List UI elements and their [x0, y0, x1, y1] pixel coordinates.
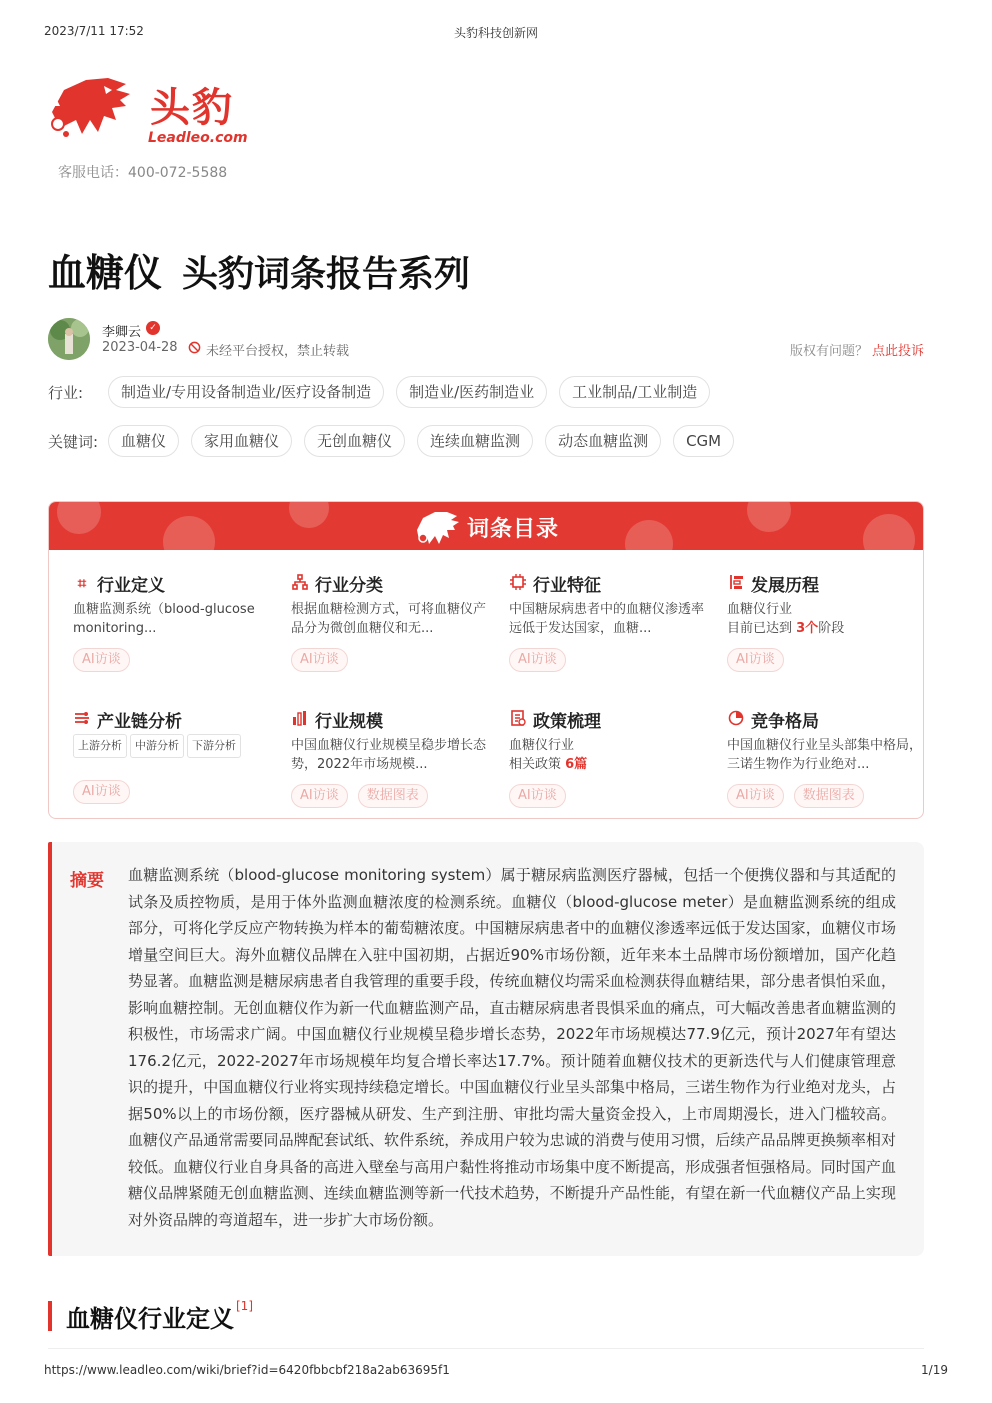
no-reprint-icon [188, 341, 201, 354]
keyword-tag[interactable]: 动态血糖监测 [545, 425, 661, 457]
author-avatar[interactable] [48, 318, 90, 360]
bar-chart-icon [291, 710, 309, 728]
keyword-tag[interactable]: 连续血糖监测 [417, 425, 533, 457]
reprint-notice: 未经平台授权，禁止转载 [206, 344, 350, 359]
toc-item-title: 发展历程 [751, 575, 819, 596]
toc-item-policy[interactable] [509, 708, 709, 812]
toc-item-competition[interactable] [727, 708, 924, 812]
leadleo-logo[interactable] [46, 72, 246, 154]
avatar-photo-icon [48, 318, 90, 360]
upstream-tag[interactable]: 上游分析 [73, 734, 127, 758]
toc-item-industry-chain[interactable] [73, 708, 273, 808]
toc-leopard-icon [413, 508, 461, 546]
toc-banner [49, 502, 923, 550]
toc-item-classification[interactable] [291, 572, 491, 672]
chain-flow-icon [73, 710, 91, 728]
print-header [44, 24, 948, 40]
toc-item-desc: 中国血糖仪行业呈头部集中格局，三诺生物作为行业绝对... [727, 738, 923, 772]
verified-badge-icon: ✓ [146, 321, 160, 335]
chip-icon [509, 574, 527, 592]
toc-item-market-size[interactable] [291, 708, 491, 812]
industry-label: 行业: [48, 383, 84, 402]
ai-interview-button[interactable]: AI访谈 [727, 648, 784, 672]
publish-date: 2023-04-28 [102, 340, 178, 355]
brand-name-en: Leadleo.com [148, 130, 248, 146]
toc-item-title: 竞争格局 [751, 711, 819, 732]
industry-tags [48, 375, 952, 409]
service-hotline: 客服电话：400-072-5588 [58, 165, 228, 181]
ai-interview-button[interactable]: AI访谈 [291, 784, 348, 808]
history-desc-prefix: 目前已达到 [727, 621, 797, 636]
page-url: https://www.leadleo.com/wiki/brief?id=6420fbbcbf218a2ab63695f1 [44, 1363, 450, 1377]
ai-interview-button[interactable]: AI访谈 [291, 648, 348, 672]
print-footer [44, 1363, 948, 1379]
policy-desc-line: 血糖仪行业 [509, 738, 575, 753]
downstream-tag[interactable]: 下游分析 [187, 734, 241, 758]
summary-text: 血糖监测系统（blood-glucose monitoring system）属于糖尿病监测医疗器械，包括一个便携仪器和与其适配的试条及质控物质，是用于体外监测血糖浓度的检测系统。血糖仪（blood-glucose meter）是血糖监测系统的组成部分，可将化学反应产物转换为样本的葡萄糖浓度。中国糖尿病患者中的血糖仪渗透率远低于发达国家，血糖仪市场增量空间巨大。海外血糖仪品牌在入驻中国初期，占据近90%市场份额，近年来本土品牌市场份额增加，国产化趋势显著。血糖监测是糖尿病患者自我管理的重要手段，传统血糖仪均需采血检测获得血糖结果，部分患者惧怕采血，影响血糖控制。无创血糖仪作为新一代血糖监测产品，直击糖尿病患者畏惧采血的痛点，可大幅改善患者血糖监测的积极性，市场需求广阔。中国血糖仪行业规模呈稳步增长态势，2022年市场规模达77.9亿元，预计2027年有望达176.2亿元，2022-2027年市场规模年均复合增长率达17.7%。预计随着血糖仪技术的更新迭代与人们健康管理意识的提升，中国血糖仪行业将实现持续稳定增长。中国血糖仪行业呈头部集中格局，三诺生物作为行业绝对龙头，占据50%以上的市场份额，医疗器械从研发、生产到注册、审批均需大量资金投入，上市周期漫长，进入门槛较高。血糖仪产品通常需要同品牌配套试纸、软件系统，养成用户较为忠诚的消费与使用习惯，后续产品品牌更换频率相对较低。血糖仪行业自身具备的高进入壁垒与高用户黏性将推动市场集中度不断提高，形成强者恒强格局。同时国产血糖仪品牌紧随无创血糖监测、连续血糖监测等新一代技术趋势，不断提升产品性能，有望在新一代血糖仪产品上实现对外资品牌的弯道超车，进一步扩大市场份额。 [128, 866, 896, 1229]
summary-label: 摘要 [70, 871, 104, 891]
midstream-tag[interactable]: 中游分析 [130, 734, 184, 758]
print-timestamp: 2023/7/11 17:52 [44, 24, 144, 38]
keyword-tags [48, 424, 952, 458]
policy-document-icon [509, 710, 527, 728]
toc-item-title: 产业链分析 [97, 711, 182, 732]
data-chart-button[interactable]: 数据图表 [358, 784, 428, 808]
timeline-icon [727, 574, 745, 592]
keyword-tag[interactable]: 血糖仪 [108, 425, 179, 457]
ai-interview-button[interactable]: AI访谈 [73, 648, 130, 672]
page-title [48, 242, 470, 297]
section-heading [48, 1300, 253, 1332]
industry-tag[interactable]: 工业制品/工业制造 [559, 376, 710, 408]
stage-count: 3个 [796, 621, 819, 636]
title-sub: 头豹词条报告系列 [182, 254, 471, 295]
section-title: 血糖仪行业定义 [66, 1304, 234, 1333]
toc-item-title: 行业特征 [533, 575, 601, 596]
page-number: 1/19 [921, 1363, 948, 1377]
report-link[interactable]: 点此投诉 [871, 344, 924, 359]
copyright-question: 版权有问题？ [789, 344, 868, 359]
summary-box [48, 842, 924, 1256]
toc-item-desc [509, 736, 705, 774]
policy-count: 6篇 [565, 757, 588, 772]
toc-item-title: 行业定义 [97, 575, 165, 596]
industry-tag[interactable]: 制造业/专用设备制造业/医疗设备制造 [108, 376, 384, 408]
keywords-label: 关键词: [48, 432, 99, 451]
toc-item-history[interactable] [727, 572, 924, 672]
author-name[interactable]: 李卿云 [102, 325, 142, 340]
copyright-notice [790, 340, 924, 359]
pie-chart-icon [727, 710, 745, 728]
toc-item-definition[interactable] [73, 572, 273, 672]
toc-item-desc: 根据血糖检测方式，可将血糖仪产品分为微创血糖仪和无... [291, 602, 487, 636]
keyword-tag[interactable]: 家用血糖仪 [191, 425, 292, 457]
data-chart-button[interactable]: 数据图表 [794, 784, 864, 808]
toc-item-desc: 血糖监测系统（blood-glucose monitoring... [73, 602, 255, 636]
history-desc-line: 血糖仪行业 [727, 602, 793, 617]
print-site-name: 头豹科技创新网 [453, 26, 538, 40]
toc-item-title: 行业规模 [315, 711, 383, 732]
ai-interview-button[interactable]: AI访谈 [509, 648, 566, 672]
brand-name-cn: 头豹 [150, 85, 234, 131]
leopard-logo-icon [46, 72, 142, 144]
section-accent-bar [48, 1301, 52, 1331]
toc-item-desc: 中国糖尿病患者中的血糖仪渗透率远低于发达国家，血糖... [509, 602, 705, 636]
section-reference[interactable]: [1] [236, 1299, 253, 1313]
ai-interview-button[interactable]: AI访谈 [727, 784, 784, 808]
toc-item-characteristics[interactable] [509, 572, 709, 672]
toc-panel [48, 501, 924, 819]
toc-item-desc [727, 600, 923, 638]
hierarchy-icon [291, 574, 309, 592]
toc-item-title: 政策梳理 [533, 711, 601, 732]
policy-desc-prefix: 相关政策 [509, 757, 566, 772]
toc-item-title: 行业分类 [315, 575, 383, 596]
toc-title: 词条目录 [467, 517, 560, 542]
definition-icon: ⌗ [77, 574, 87, 592]
title-main: 血糖仪 [48, 251, 163, 295]
ai-interview-button[interactable]: AI访谈 [73, 780, 130, 804]
industry-tag[interactable]: 制造业/医药制造业 [396, 376, 547, 408]
ai-interview-button[interactable]: AI访谈 [509, 784, 566, 808]
toc-item-desc: 中国血糖仪行业规模呈稳步增长态势，2022年市场规模... [291, 738, 487, 772]
chain-tags [73, 734, 244, 758]
section-divider [48, 1348, 924, 1349]
keyword-tag[interactable]: 无创血糖仪 [304, 425, 405, 457]
keyword-tag[interactable]: CGM [673, 425, 734, 457]
history-desc-suffix: 阶段 [818, 621, 845, 636]
